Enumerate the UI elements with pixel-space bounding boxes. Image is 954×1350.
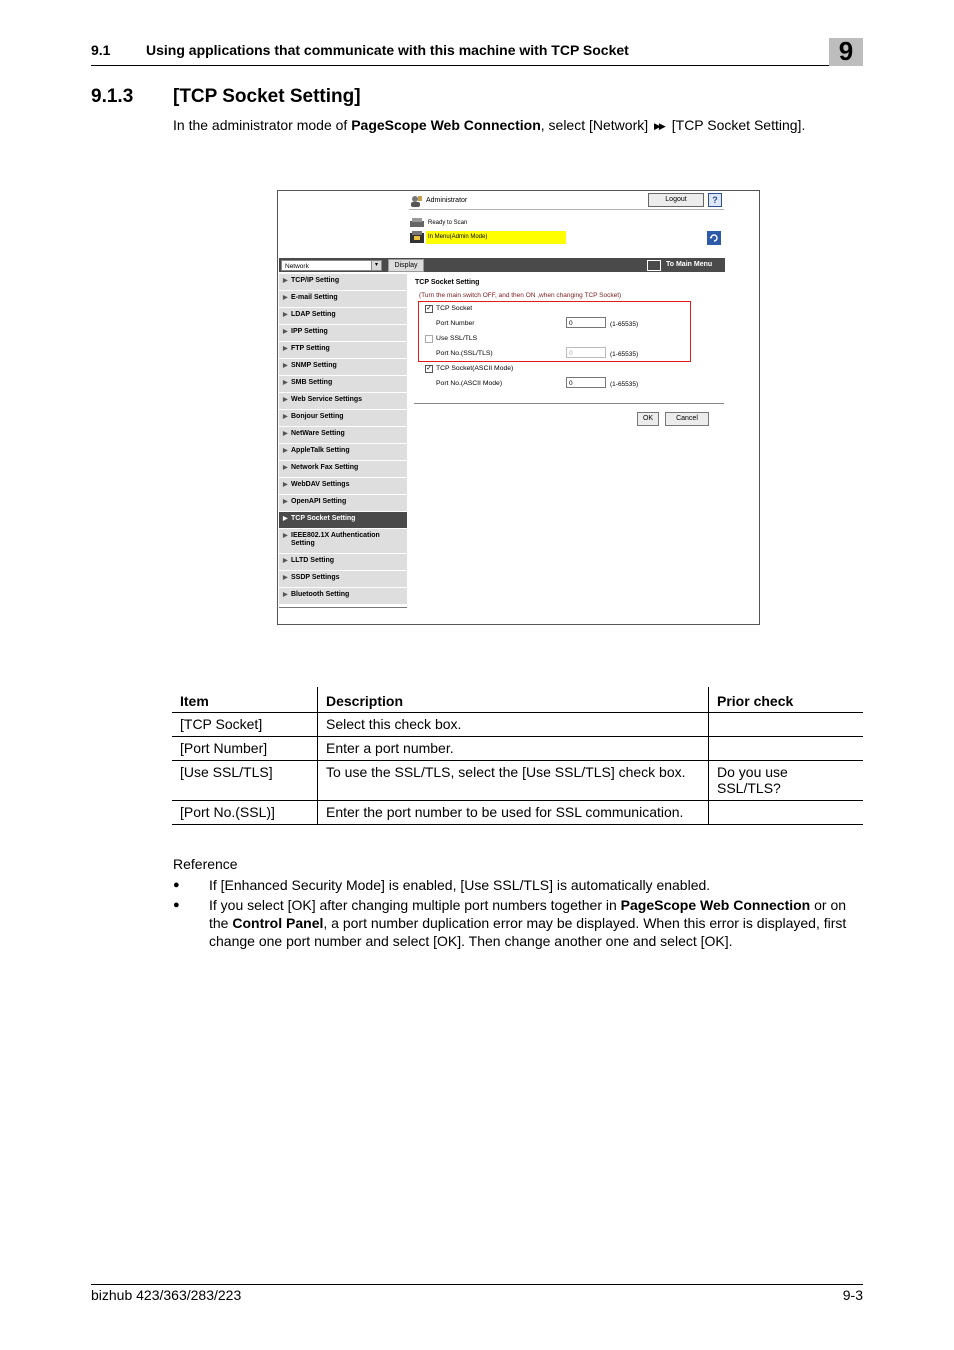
triangle-right-icon: ▶ xyxy=(283,533,288,539)
main-menu-icon[interactable] xyxy=(647,260,661,271)
subsection-number: 9.1.3 xyxy=(91,86,134,107)
admin-mode-icon xyxy=(409,231,425,244)
use-ssl-label: Use SSL/TLS xyxy=(436,335,478,342)
sidebar-item-ssdp-settings[interactable] xyxy=(279,571,407,588)
triangle-right-icon: ▶ xyxy=(283,312,288,318)
cell-description: Enter the port number to be used for SSL communication. xyxy=(318,801,709,825)
sidebar-item-label: LDAP Setting xyxy=(291,311,336,318)
chevron-down-icon[interactable]: ▾ xyxy=(371,261,381,270)
sidebar-item-label: E-mail Setting xyxy=(291,294,338,301)
use-ssl-checkbox[interactable] xyxy=(425,335,433,343)
sidebar-item-label: Web Service Settings xyxy=(291,396,363,403)
printer-icon xyxy=(409,218,425,228)
display-button[interactable]: Display xyxy=(388,259,424,272)
port-ascii-input[interactable]: 0 xyxy=(566,377,606,388)
triangle-right-icon: ▶ xyxy=(283,278,288,284)
triangle-right-icon: ▶ xyxy=(283,592,288,598)
sidebar-item-label: Network Fax Setting xyxy=(291,464,359,471)
triangle-right-icon: ▶ xyxy=(283,414,288,420)
ascii-mode-checkbox[interactable]: ✓ xyxy=(426,365,432,372)
triangle-right-icon: ▶ xyxy=(283,482,288,488)
form-title: TCP Socket Setting xyxy=(415,279,480,286)
cell-prior-check xyxy=(709,713,864,737)
header-section-number: 9.1 xyxy=(91,42,111,58)
reference-bullet-2: If you select [OK] after changing multiple port numbers together in PageScope Web Connection or on the Control Panel, a port number duplication error may be displayed. When this error is displayed, first change one port number and select [OK]. Then change another one and select [OK]. xyxy=(209,897,847,949)
cell-description: To use the SSL/TLS, select the [Use SSL/TLS] check box. xyxy=(318,761,709,801)
logout-button[interactable]: Logout xyxy=(648,193,704,207)
cell-prior-check xyxy=(709,801,864,825)
sidebar-item-label: WebDAV Settings xyxy=(291,481,350,488)
sidebar-item-label: SMB Setting xyxy=(291,379,333,386)
port-number-input[interactable]: 0 xyxy=(566,317,606,328)
sidebar-item-label: IPP Setting xyxy=(291,328,328,335)
reference-bullet-1: If [Enhanced Security Mode] is enabled, [Use SSL/TLS] is automatically enabled. xyxy=(209,877,711,893)
next-arrow-icon: ▶▶ xyxy=(654,121,664,131)
sidebar-item-openapi-setting[interactable] xyxy=(279,495,407,512)
sidebar-item-label: NetWare Setting xyxy=(291,430,345,437)
sidebar-item-label: SSDP Settings xyxy=(291,574,340,581)
triangle-right-icon: ▶ xyxy=(283,499,288,505)
sidebar-item-bluetooth-setting[interactable] xyxy=(279,588,407,605)
tcp-socket-checkbox[interactable]: ✓ xyxy=(426,305,432,312)
sidebar-item-web-service-settings[interactable] xyxy=(279,393,407,410)
triangle-right-icon: ▶ xyxy=(283,465,288,471)
footer-model: bizhub 423/363/283/223 xyxy=(91,1287,242,1303)
cell-item: [TCP Socket] xyxy=(172,713,318,737)
sidebar-item-appletalk-setting[interactable] xyxy=(279,444,407,461)
sidebar-item-ipp-setting[interactable] xyxy=(279,325,407,342)
category-select[interactable]: Network xyxy=(281,260,382,271)
footer-rule xyxy=(91,1284,863,1285)
table-header-row xyxy=(172,687,863,713)
form-note: (Turn the main switch OFF, and then ON ,when changing TCP Socket) xyxy=(419,292,622,299)
administrator-label: Administrator xyxy=(426,197,468,204)
sidebar-item-label: Bluetooth Setting xyxy=(291,591,350,598)
cell-description: Enter a port number. xyxy=(318,737,709,761)
bullet-icon: ● xyxy=(173,879,180,891)
port-ascii-range: (1-65535) xyxy=(610,381,639,388)
table-row xyxy=(172,713,863,737)
sidebar-item-tcp-ip-setting[interactable] xyxy=(279,274,407,291)
table-row xyxy=(172,761,863,801)
sidebar-item-label: LLTD Setting xyxy=(291,557,335,564)
triangle-right-icon: ▶ xyxy=(283,448,288,454)
ascii-mode-label: TCP Socket(ASCII Mode) xyxy=(436,365,514,372)
ok-button[interactable]: OK xyxy=(637,412,659,426)
cell-description: Select this check box. xyxy=(318,713,709,737)
cell-prior-check xyxy=(709,737,864,761)
sidebar-item-netware-setting[interactable] xyxy=(279,427,407,444)
reference-label: Reference xyxy=(173,856,238,872)
chapter-number: 9 xyxy=(838,36,854,66)
sidebar-item-e-mail-setting[interactable] xyxy=(279,291,407,308)
sidebar-item-ldap-setting[interactable] xyxy=(279,308,407,325)
cell-item: [Port Number] xyxy=(172,737,318,761)
triangle-right-icon: ▶ xyxy=(283,380,288,386)
column-header-description: Description xyxy=(318,687,709,713)
sidebar-item-bonjour-setting[interactable] xyxy=(279,410,407,427)
form-divider xyxy=(414,403,724,404)
port-ascii-label: Port No.(ASCII Mode) xyxy=(436,380,503,387)
port-ssl-range: (1-65535) xyxy=(610,351,639,358)
table-row xyxy=(172,737,863,761)
port-ssl-label: Port No.(SSL/TLS) xyxy=(436,350,493,357)
status-ready-text: Ready to Scan xyxy=(428,220,468,226)
sidebar-item-label: Bonjour Setting xyxy=(291,413,344,420)
port-number-range: (1-65535) xyxy=(610,321,639,328)
cell-item: [Port No.(SSL)] xyxy=(172,801,318,825)
triangle-right-icon: ▶ xyxy=(283,431,288,437)
cell-prior-check: Do you use SSL/TLS? xyxy=(709,761,864,801)
web-connection-screenshot xyxy=(277,190,760,625)
triangle-right-icon: ▶ xyxy=(283,295,288,301)
sidebar-item-label: SNMP Setting xyxy=(291,362,337,369)
admin-divider xyxy=(409,209,724,210)
sidebar-item-webdav-settings[interactable] xyxy=(279,478,407,495)
column-header-item: Item xyxy=(172,687,318,713)
header-rule xyxy=(91,65,863,66)
table-body xyxy=(172,713,863,825)
refresh-icon[interactable] xyxy=(707,231,721,245)
sidebar-item-label: OpenAPI Setting xyxy=(291,498,347,505)
sidebar-item-label: TCP/IP Setting xyxy=(291,277,340,284)
help-button[interactable]: ? xyxy=(708,193,722,207)
table-row xyxy=(172,801,863,825)
triangle-right-icon: ▶ xyxy=(283,397,288,403)
sidebar-item-lltd-setting[interactable] xyxy=(279,554,407,571)
sidebar-item-label: TCP Socket Setting xyxy=(291,515,356,522)
bullet-icon: ● xyxy=(173,899,180,911)
sidebar-item-ieee802-1x-authentication-setting[interactable] xyxy=(279,529,407,554)
sidebar-item-label: AppleTalk Setting xyxy=(291,447,350,454)
footer-page-number: 9-3 xyxy=(842,1287,863,1303)
settings-table xyxy=(172,687,863,825)
port-ssl-input[interactable]: 0 xyxy=(566,347,606,358)
sidebar-item-label: IEEE802.1X Authentication Setting xyxy=(291,532,380,547)
triangle-right-icon: ▶ xyxy=(283,516,288,522)
sidebar-item-snmp-setting[interactable] xyxy=(279,359,407,376)
port-number-label: Port Number xyxy=(436,320,475,327)
sidebar-item-ftp-setting[interactable] xyxy=(279,342,407,359)
column-header-prior-check: Prior check xyxy=(709,687,864,713)
sidebar-end-rule xyxy=(279,607,407,608)
sidebar-item-network-fax-setting[interactable] xyxy=(279,461,407,478)
subsection-title: [TCP Socket Setting] xyxy=(173,86,361,107)
triangle-right-icon: ▶ xyxy=(283,363,288,369)
cell-item: [Use SSL/TLS] xyxy=(172,761,318,801)
cancel-button[interactable]: Cancel xyxy=(665,412,709,426)
triangle-right-icon: ▶ xyxy=(283,558,288,564)
triangle-right-icon: ▶ xyxy=(283,346,288,352)
administrator-icon xyxy=(409,195,423,207)
triangle-right-icon: ▶ xyxy=(283,329,288,335)
header-section-title: Using applications that communicate with this machine with TCP Socket xyxy=(146,42,629,58)
sidebar-item-label: FTP Setting xyxy=(291,345,330,352)
status-mode-bar: In Menu(Admin Mode) xyxy=(426,231,566,244)
triangle-right-icon: ▶ xyxy=(283,575,288,581)
sidebar-item-tcp-socket-setting[interactable] xyxy=(279,512,407,529)
tcp-socket-label: TCP Socket xyxy=(436,305,473,312)
main-menu-link[interactable]: To Main Menu xyxy=(666,261,713,268)
intro-paragraph: In the administrator mode of PageScope Web Connection, select [Network] ▶▶ [TCP Socket Setting]. xyxy=(173,117,806,133)
sidebar-item-smb-setting[interactable] xyxy=(279,376,407,393)
